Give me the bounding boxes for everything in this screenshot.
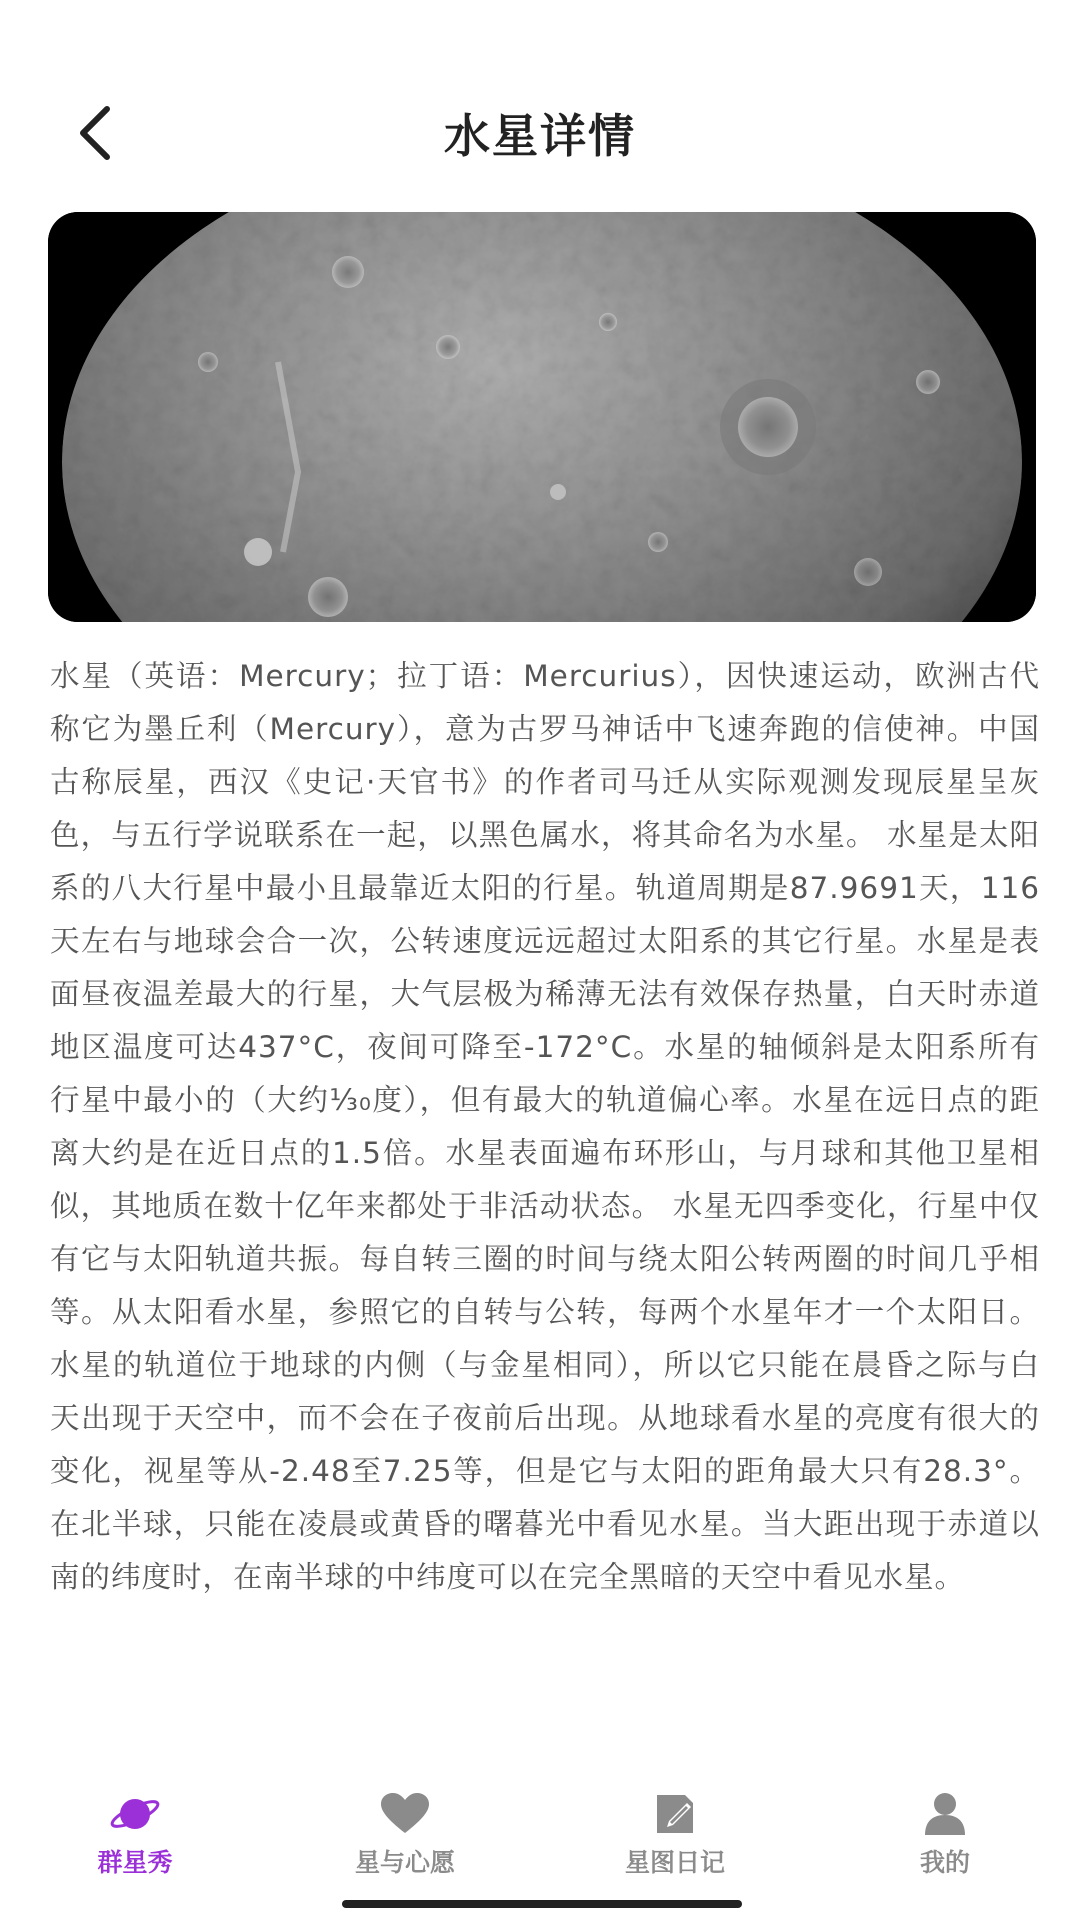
tab-label: 群星秀 (97, 1848, 173, 1877)
tab-mine[interactable] (810, 1785, 1080, 1895)
tab-label: 星与心愿 (354, 1848, 455, 1877)
tab-star-wishes[interactable] (270, 1785, 540, 1895)
top-bar (0, 70, 1080, 200)
page-title: 水星详情 (444, 109, 636, 163)
mercury-planet-photo (48, 212, 1036, 622)
article-text: 水星（英语：Mercury；拉丁语：Mercurius），因快速运动，欧洲古代称它为墨丘利（Mercury），意为古罗马神话中飞速奔跑的信使神。中国古称辰星，西汉《史记·天官书》的作者司马迁从实际观测发现辰星呈灰色，与五行学说联系在一起，以黑色属水，将其命名为水星。 水星是太阳系的八大行星中最小且最靠近太阳的行星。轨道周期是87.9691天，116天左右与地球会合一次，公转速度远远超过太阳系的其它行星。水星是表面昼夜温差最大的行星，大气层极为稀薄无法有效保存热量，白天时赤道地区温度可达437°C，夜间可降至-172°C。水星的轴倾斜是太阳系所有行星中最小的（大约⅓₀度），但有最大的轨道偏心率。水星在远日点的距离大约是在近日点的1.5倍。水星表面遍布环形山，与月球和其他卫星相似，其地质在数十亿年来都处于非活动状态。 水星无四季变化，行星中仅有它与太阳轨道共振。每自转三圈的时间与绕太阳公转两圈的时间几乎相等。从太阳看水星，参照它的自转与公转，每两个水星年才一个太阳日。 水星的轨道位于地球的内侧（与金星相同），所以它只能在晨昏之际与白天出现于天空中，而不会在子夜前后出现。从地球看水星的亮度有很大的变化，视星等从-2.48至7.25等，但是它与太阳的距角最大只有28.3°。在北半球，只能在凌晨或黄昏的曙暮光中看见水星。当大距出现于赤道以南的纬度时，在南半球的中纬度可以在完全黑暗的天空中看见水星。 (50, 659, 1040, 1594)
bottom-tab-bar (0, 1785, 1080, 1895)
planet-icon (109, 1791, 161, 1837)
heart-icon (379, 1791, 431, 1837)
tab-label: 我的 (919, 1848, 970, 1877)
mercury-image (48, 212, 1036, 622)
tab-stars-show[interactable] (0, 1785, 270, 1895)
home-indicator[interactable] (342, 1900, 742, 1908)
edit-note-icon (649, 1791, 701, 1837)
tab-label: 星图日记 (624, 1848, 725, 1877)
user-icon (919, 1791, 971, 1837)
tab-star-diary[interactable] (540, 1785, 810, 1895)
